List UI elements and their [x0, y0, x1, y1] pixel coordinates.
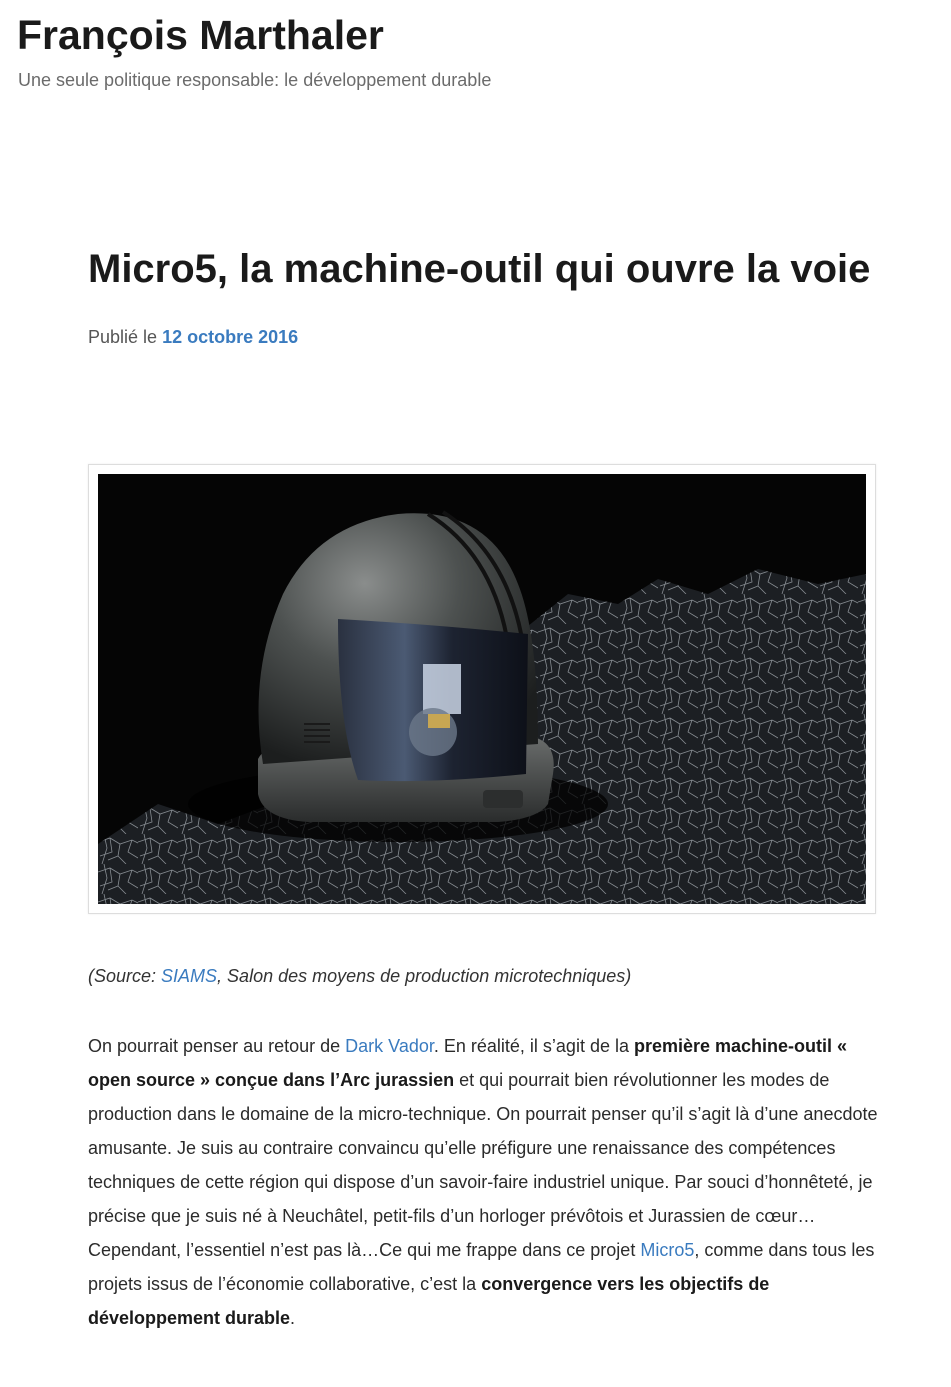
paragraph-text-5: . [290, 1308, 296, 1328]
post-body [88, 1029, 878, 1335]
paragraph-text-3: et qui pourrait bien révolutionner les modes de production dans le domaine de la micro-technique. On pourrait penser qu’il s’agit là d’une anecdote amusante. Je suis au contraire convaincu qu’elle préfigure une renaissance des compétences techniques de cette région qui dispose d’un savoir-faire industriel unique. Par souci d’honnêteté, je précise que je suis né à Neuchâtel, petit-fils d’un horloger prévôtois et Jurassien de cœur… Cependant, l’essentiel n’est pas là…Ce qui me frappe dans ce projet [88, 1070, 878, 1260]
paragraph-text-4: , comme dans tous les projets issus de l’économie collaborative, c’est la [88, 1240, 875, 1294]
paragraph-bold-1: première machine-outil « open source » conçue dans l’Arc jurassien [88, 1036, 848, 1090]
paragraph-bold-2: convergence vers les objectifs de développement durable [88, 1274, 770, 1328]
caption-rest: , Salon des moyens de production microtechniques) [217, 966, 632, 986]
caption-open: (Source: [88, 966, 162, 986]
post-meta-prefix: Publié le [88, 327, 163, 347]
siams-link[interactable]: SIAMS [161, 966, 218, 986]
paragraph-text-2: . En réalité, il s’agit de la [433, 1036, 634, 1056]
post-date-link[interactable]: 12 octobre 2016 [162, 327, 299, 347]
paragraph-text-1: On pourrait penser au retour de [88, 1036, 346, 1056]
post-image[interactable] [98, 474, 866, 904]
site-header [17, 10, 917, 92]
site-title [17, 10, 917, 60]
post-meta [88, 325, 878, 349]
article [88, 232, 878, 1328]
post-image-frame [88, 464, 876, 914]
post-title: Micro5, la machine-outil qui ouvre la voie [88, 247, 871, 291]
image-caption [88, 963, 878, 989]
dark-vador-link[interactable]: Dark Vador [345, 1036, 434, 1056]
post-paragraph [88, 1029, 878, 1335]
site-title-link[interactable]: François Marthaler [17, 12, 384, 58]
site-description: Une seule politique responsable: le développement durable [18, 70, 492, 90]
micro5-link[interactable]: Micro5 [640, 1240, 695, 1260]
